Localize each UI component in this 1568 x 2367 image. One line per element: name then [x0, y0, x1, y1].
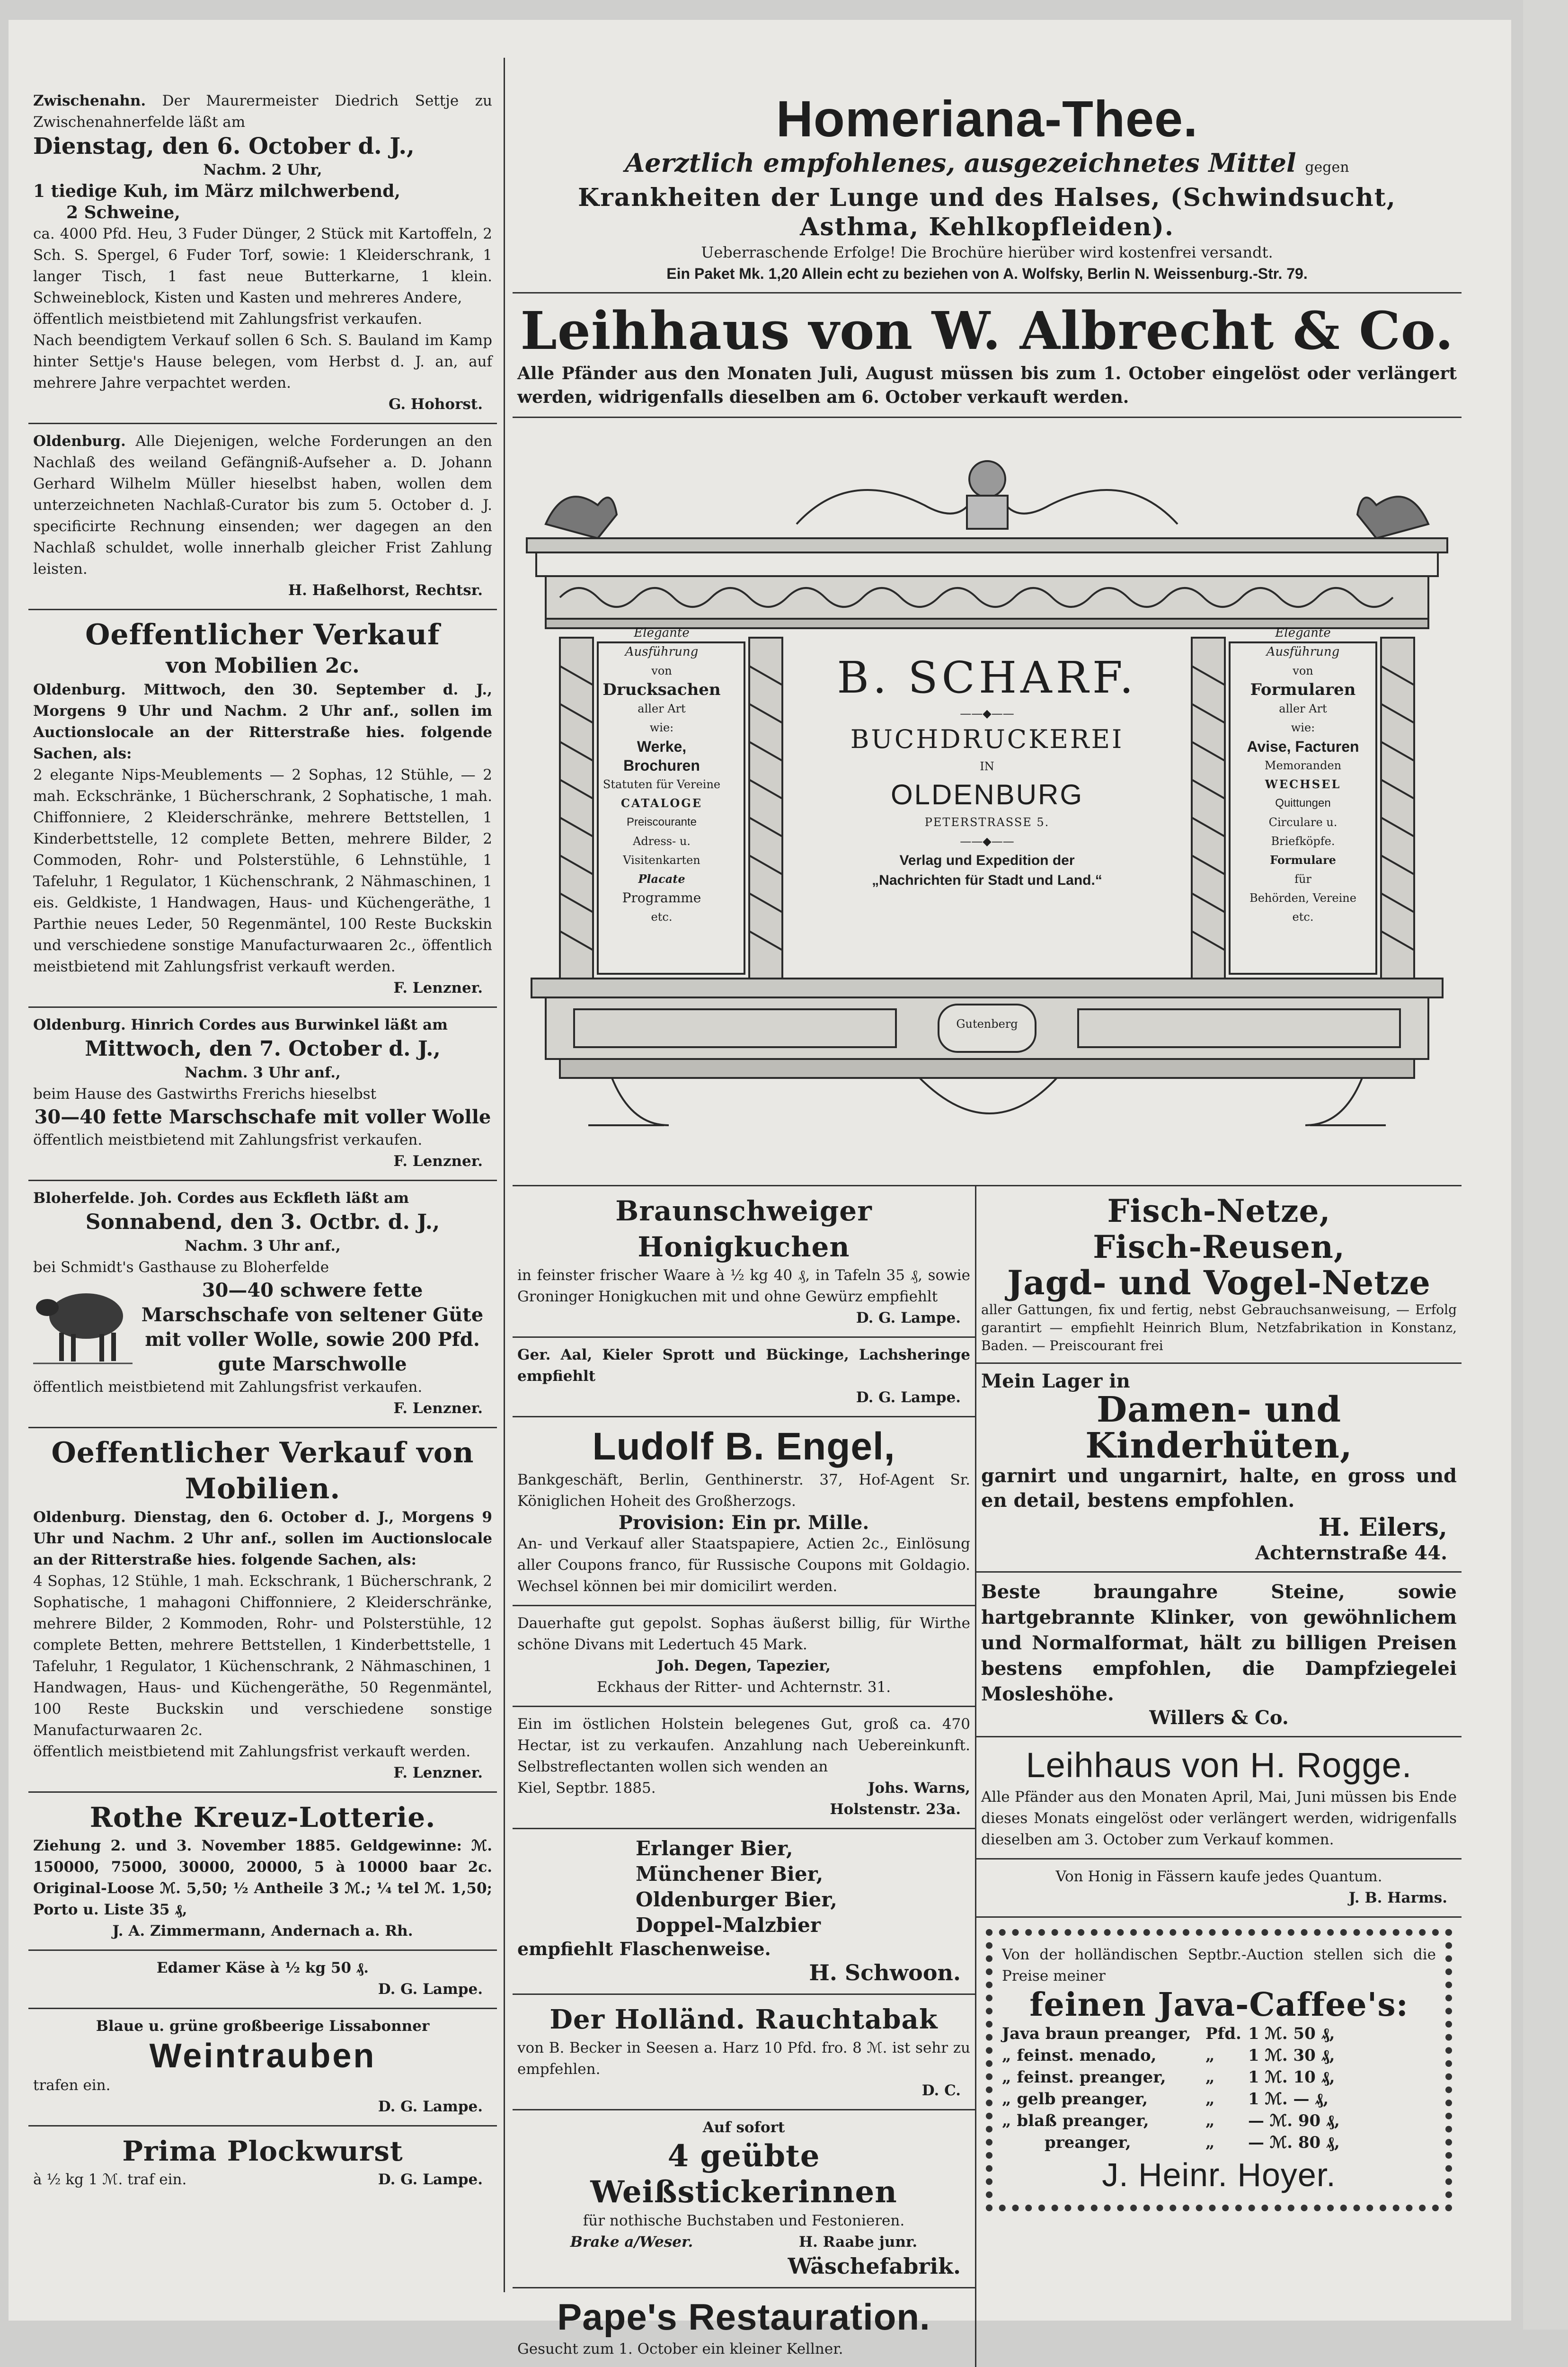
ad-signature: D. C. — [921, 2082, 961, 2099]
printer-name: B. SCHARF. — [837, 652, 1137, 703]
ad-signature: Holstenstr. 23a. — [830, 1801, 961, 1818]
panel-text: aller Art — [1279, 702, 1327, 715]
coffee-price: — ℳ. 80 ₰, — [1248, 2133, 1340, 2152]
ad-cordes-burwinkel — [28, 1008, 497, 1181]
ad-signature: D. G. Lampe. — [378, 2098, 483, 2115]
price-row — [1002, 2132, 1436, 2153]
ad-subtitle: von Mobilien 2c. — [166, 654, 360, 678]
column-rule — [504, 58, 505, 2292]
panel-text: Elegante Ausführung — [1266, 626, 1340, 659]
ad-lead: Zwischenahn. — [33, 92, 146, 109]
coffee-price: 1 ℳ. 10 ₰, — [1248, 2068, 1335, 2087]
ad-body: Von Honig in Fässern kaufe jedes Quantum. — [1055, 1868, 1382, 1885]
panel-text: Adress- u. Visitenkarten — [623, 835, 700, 867]
coffee-unit: „ — [1205, 2090, 1215, 2109]
ad-subtitle: Krankheiten der Lunge und des Halses, (Schwindsucht, Asthma, Kehlkopfleiden). — [578, 183, 1396, 241]
beer-item: Münchener Bier, — [636, 1862, 824, 1886]
panel-text: Formulare — [1270, 853, 1336, 867]
price-row — [1002, 2045, 1436, 2066]
ad-text: Ein Paket Mk. 1,20 Allein echt zu beziehen von A. Wolfsky, Berlin N. Weissenburg.-Str. 79. — [666, 265, 1308, 282]
ad-netze — [976, 1186, 1462, 1364]
chain-border — [986, 1929, 1452, 2211]
ad-text: à ½ kg 1 ℳ. traf ein. — [33, 2171, 187, 2188]
ad-steine — [976, 1573, 1462, 1737]
ad-caffee — [976, 1918, 1462, 2223]
ad-signature: H. Eilers, — [1318, 1513, 1447, 1542]
ad-signature: Willers & Co. — [1149, 1707, 1289, 1729]
ad-signature: Achternstraße 44. — [1255, 1542, 1447, 1564]
ad-title: Weintrauben — [149, 2037, 376, 2075]
ad-title: Homeriana-Thee. — [776, 90, 1198, 147]
ad-signature: D. G. Lampe. — [856, 1309, 961, 1326]
ad-body: öffentlich meistbietend mit Zahlungsfrist verkauft werden. — [33, 1743, 471, 1760]
ad-body: 4 Sophas, 12 Stühle, 1 mah. Eckschrank, 1 Bücherschrank, 2 Sophatische, 1 mahagoni Chiffonniere, 2 Kleiderschränke, mehrere Bilder, 2 Kommoden, Rohr- und Polsterstühle, 12 complete Betten, mehrere Bettstellen, 1 Kinderbettstelle, 1 Tafeluhr, 1 Regulator, 1 Küchenschrank, 2 Nähmaschinen, 1 Handwagen, Haus- und Küchengeräthe, 50 Regenmäntel, 100 Reste Buckskin und verschiedene sonstige Manufacturwaaren 2c. — [33, 1573, 492, 1739]
ad-body: von B. Becker in Seesen a. Harz 10 Pfd. fro. 8 ℳ. ist sehr zu empfehlen. — [517, 2039, 970, 2078]
coffee-name: „ gelb preanger, — [1002, 2090, 1148, 2109]
ad-honig — [976, 1860, 1462, 1918]
ad-signature: H. Schwoon. — [809, 1960, 961, 1985]
ad-highlight: 30—40 fette Marschschafe mit voller Wolle — [34, 1106, 491, 1128]
ad-title: Ludolf B. Engel, — [592, 1425, 895, 1468]
ad-signature: Eckhaus der Ritter- und Achternstr. 31. — [596, 1679, 891, 1696]
price-row — [1002, 2088, 1436, 2110]
ad-text: Mein Lager in — [981, 1370, 1130, 1392]
coffee-name: „ feinst. menado, — [1002, 2046, 1157, 2065]
panel-text: für — [1294, 872, 1311, 886]
price-row — [1002, 2066, 1436, 2088]
ad-body: ca. 4000 Pfd. Heu, 3 Fuder Dünger, 2 Stück mit Kartoffeln, 2 Sch. S. Spergel, 6 Fuder Torf, sowie: 1 Kleiderschrank, 1 langer Tisch, 1 fast neue Butterkarne, 1 klein. Schweineblock, Kisten und Kasten und mehreres Andere, — [33, 225, 492, 306]
panel-text: Elegante Ausführung — [625, 626, 699, 659]
ad-body: Alle Diejenigen, welche Forderungen an den Nachlaß des weiland Gefängniß-Aufseher a. D. Johann Gerhard Wilhelm Müller hieselbst haben, wollen dem unterzeichneten Nachlaß-Curator bis zum 5. October d. J. specificirte Rechnung einsenden; wer dagegen an den Nachlaß schuldet, wolle innerhalb gleicher Frist Zahlung leisten. — [33, 433, 492, 578]
ad-title: 4 geübte Weißstickerinnen — [590, 2138, 897, 2210]
ad-lead: Oldenburg. — [33, 433, 126, 450]
ad-intro: Oldenburg. Dienstag, den 6. October d. J., Morgens 9 Uhr und Nachm. 2 Uhr anf., sollen im Auctionslocale an der Ritterstraße hies. folgende Sachen, als: — [33, 1509, 492, 1568]
auction-date: Dienstag, den 6. October d. J., — [33, 133, 415, 160]
ad-body: für nothische Buchstaben und Festonieren. — [583, 2212, 905, 2229]
ad-signature: G. Hohorst. — [388, 396, 483, 413]
panel-text: Drucksachen — [602, 680, 721, 699]
ad-signature: Joh. Degen, Tapezier, — [656, 1657, 831, 1674]
beer-item: Erlanger Bier, — [636, 1837, 793, 1860]
coffee-name: „ feinst. preanger, — [1002, 2068, 1166, 2087]
coffee-price: 1 ℳ. — ₰, — [1248, 2090, 1329, 2109]
coffee-unit: „ — [1205, 2111, 1215, 2130]
coffee-name: preanger, — [1045, 2133, 1131, 2152]
panel-text: Behörden, Vereine — [1249, 891, 1356, 905]
ad-honigkuchen — [513, 1186, 975, 1338]
panel-text: Werke, Brochuren — [623, 738, 700, 774]
ad-signature: Wäschefabrik. — [788, 2253, 961, 2279]
ad-text: trafen ein. — [33, 2077, 111, 2094]
ad-tabak — [513, 1995, 975, 2110]
panel-text: von — [651, 664, 672, 677]
ad-signature: Johs. Warns, — [868, 1780, 970, 1797]
ad-text: empfiehlt Flaschenweise. — [517, 1938, 771, 1959]
panel-text: Statuten für Vereine — [602, 778, 721, 791]
ad-title: Oeffentlicher Verkauf von Mobilien. — [51, 1436, 474, 1505]
ad-verkauf-mobilien-1 — [28, 610, 497, 1008]
coffee-unit: „ — [1205, 2046, 1215, 2065]
ad-text: Auf sofort — [702, 2119, 785, 2136]
right-column — [513, 84, 1462, 2367]
ad-pape — [513, 2288, 975, 2367]
ad-body: Ein im östlichen Holstein belegenes Gut, groß ca. 470 Hectar, ist zu verkaufen. Anzahlung nach Uebereinkunft. Selbstreflectanten wollen sich wenden an — [517, 1716, 970, 1775]
coffee-price: — ℳ. 90 ₰, — [1248, 2111, 1340, 2130]
ad-signature: D. G. Lampe. — [378, 1981, 483, 1998]
panel-text: Memoranden — [1264, 759, 1342, 772]
ad-body: Ziehung 2. und 3. November 1885. Geldgewinne: ℳ. 150000, 75000, 30000, 20000, 5 à 10000 baar 2c. Original-Loose ℳ. 5,50; ½ Antheile 3 ℳ.; ¼ tel ℳ. 1,50; Porto u. Liste 35 ₰, — [33, 1837, 492, 1918]
ad-body: An- und Verkauf aller Staatspapiere, Actien 2c., Einlösung aller Coupons franco, für Russische Coupons mit Goldagio. Wechsel können bei mir domicilirt werden. — [517, 1535, 970, 1595]
ad-aal — [513, 1338, 975, 1417]
coffee-unit: „ — [1205, 2133, 1215, 2152]
ad-item: 2 Schweine, — [66, 203, 180, 222]
ad-signature: H. Raabe junr. — [798, 2234, 918, 2251]
ad-title: Damen- und Kinderhüten, — [1085, 1389, 1353, 1466]
ad-signature: F. Lenzner. — [393, 1764, 483, 1781]
ad-printer-scharf — [513, 418, 1462, 1186]
coffee-name: Java braun preanger, — [1002, 2024, 1191, 2043]
ad-signature: F. Lenzner. — [393, 1400, 483, 1417]
price-row — [1002, 2023, 1436, 2045]
auction-date: Mittwoch, den 7. October d. J., — [85, 1037, 441, 1061]
coffee-name: „ blaß preanger, — [1002, 2111, 1149, 2130]
ad-signature: F. Lenzner. — [393, 1153, 483, 1170]
panel-text: Preiscourante — [626, 816, 697, 828]
ad-plockwurst — [28, 2127, 497, 2198]
ad-lead: Bloherfelde. Joh. Cordes aus Eckfleth läßt am — [33, 1190, 409, 1207]
subcolumn-a — [513, 1186, 976, 2367]
panel-text: etc. — [651, 910, 673, 924]
ad-leihhaus-albrecht — [513, 294, 1462, 418]
ad-stickerinnen — [513, 2110, 975, 2288]
ad-text: Ueberraschende Erfolge! Die Brochüre hierüber wird kostenfrei versandt. — [701, 243, 1273, 261]
panel-text: Placate — [638, 872, 685, 886]
gutenberg-medallion: Gutenberg — [956, 1017, 1018, 1031]
panel-text: Formularen — [1250, 680, 1356, 699]
ad-text: Blaue u. grüne großbeerige Lissabonner — [96, 2018, 430, 2035]
ad-body: 2 elegante Nips-Meublements — 2 Sophas, 12 Stühle, — 2 mah. Eckschränke, 1 Bücherschrank, 2 Sophatische, 1 mah. Chiffonniere, 2 Kleiderschränke, mehrere Bettstellen, 1 Kinderbettstelle, 12 complete Betten, mehrere Bilder, 2 Commoden, Rohr- und Polsterstühle, 6 Lehnstühle, 1 Tafeluhr, 1 Regulator, 1 Küchenschrank, 2 Nähmaschinen, 1 eis. Geldkiste, 1 Handwagen, Haus- und Küchengeräthe, 1 Parthie neues Leder, 50 Regenmäntel, 100 Reste Buckskin und verschiedene sonstige Manufacturwaaren 2c., öffentlich meistbietend mit Zahlungsfrist verkauft werden. — [33, 766, 492, 975]
ad-title: Der Holländ. Rauchtabak — [549, 2004, 938, 2035]
ad-body: Gesucht zum 1. October ein kleiner Kellner. — [517, 2340, 843, 2358]
printer-street: PETERSTRASSE 5. — [924, 816, 1050, 829]
panel-text: Circulare u. Briefköpfe. — [1268, 816, 1338, 848]
coffee-unit: Pfd. — [1205, 2024, 1241, 2043]
ad-title: feinen Java-Caffee's: — [1029, 1986, 1409, 2024]
panel-text: Avise, Facturen — [1247, 738, 1359, 755]
ad-bier — [513, 1829, 975, 1995]
ad-place: Kiel, Septbr. 1885. — [517, 1780, 656, 1797]
ad-title: Oeffentlicher Verkauf — [85, 618, 440, 651]
panel-text: Programme — [622, 890, 701, 906]
page-edge — [1523, 0, 1568, 2330]
ad-item: 1 tiedige Kuh, im März milchwerbend, — [33, 181, 400, 201]
ad-lotterie — [28, 1793, 497, 1951]
ad-signature: F. Lenzner. — [393, 979, 483, 997]
ad-intro: Oldenburg. Mittwoch, den 30. September d. J., Morgens 9 Uhr und Nachm. 2 Uhr anf., sollen im Auctionslocale an der Ritterstraße hies. folgende Sachen, als: — [33, 681, 492, 762]
printer-in: IN — [980, 760, 994, 773]
ad-highlight: Provision: Ein pr. Mille. — [618, 1512, 869, 1534]
auction-time: Nachm. 3 Uhr anf., — [185, 1064, 341, 1081]
ad-signature: D. G. Lampe. — [856, 1389, 961, 1406]
price-row — [1002, 2110, 1436, 2132]
ad-body: Beste braungahre Steine, sowie hartgebrannte Klinker, von gewöhnlichem und Normalformat, hält zu billigen Preisen bestens empfohlen, die Dampfziegelei Mosleshöhe. — [981, 1581, 1457, 1705]
ad-text: öffentlich meistbietend mit Zahlungsfrist verkaufen. — [33, 1379, 423, 1396]
ad-title: Prima Plockwurst — [122, 2135, 403, 2167]
ad-sophas — [513, 1606, 975, 1707]
ad-title: Braunschweiger Honigkuchen — [615, 1195, 872, 1263]
ad-engel — [513, 1417, 975, 1606]
panel-text: wie: — [649, 721, 674, 734]
ad-title: Fisch-Reusen, — [1093, 1228, 1345, 1265]
panel-text: WECHSEL — [1265, 777, 1341, 791]
beer-item: Doppel-Malzbier — [636, 1913, 821, 1937]
auction-time: Nachm. 2 Uhr, — [203, 161, 322, 178]
ad-body: aller Gattungen, fix und fertig, nebst Gebrauchsanweisung, — Erfolg garantirt — empfiehlt Heinrich Blum, Netzfabrikation in Konstanz, Baden. — Preiscourant frei — [981, 1302, 1457, 1353]
printer-left-panel — [602, 623, 721, 926]
printer-verlag: Verlag und Expedition der „Nachrichten für Stadt und Land.“ — [872, 853, 1102, 888]
ad-text: beim Hause des Gastwirths Frerichs hieselbst — [33, 1086, 377, 1103]
ad-signature: H. Haßelhorst, Rechtsr. — [288, 582, 483, 599]
ad-body: Alle Pfänder aus den Monaten April, Mai, Juni müssen bis Ende dieses Monats eingelöst oder verlängert werden, widrigenfalls dieselben am 3. October zum Verkauf kommen. — [981, 1789, 1457, 1848]
ad-weintrauben — [28, 2009, 497, 2127]
ad-gut — [513, 1707, 975, 1829]
printer-center-panel: B. SCHARF. ——◆—— BUCHDRUCKEREI IN OLDENBURG PETERSTRASSE 5. ——◆—— Verlag und Expedition der „Nachrichten für Stadt und Land.“ — [787, 642, 1187, 969]
subcolumn-b — [976, 1186, 1462, 2367]
ad-body: Alle Pfänder aus den Monaten Juli, August müssen bis zum 1. October eingelöst oder verlängert werden, widrigenfalls dieselben am 6. October verkauft werden. — [517, 364, 1457, 407]
ad-title: Fisch-Netze, — [1107, 1192, 1331, 1229]
coffee-price: 1 ℳ. 50 ₰, — [1248, 2024, 1335, 2043]
ad-hute — [976, 1364, 1462, 1573]
ad-text: öffentlich meistbietend mit Zahlungsfrist verkaufen. — [33, 1131, 423, 1148]
ad-body: Von der holländischen Septbr.-Auction stellen sich die Preise meiner — [1002, 1946, 1436, 1984]
panel-text: von — [1293, 664, 1313, 677]
ad-text: gegen — [1305, 159, 1349, 176]
ad-signature: J. B. Harms. — [1348, 1889, 1447, 1906]
printer-trade: BUCHDRUCKEREI — [850, 724, 1124, 754]
ad-body: Bankgeschäft, Berlin, Genthinerstr. 37, Hof-Agent Sr. Königlichen Hoheit des Großherzogs. — [517, 1471, 970, 1510]
auction-date: Sonnabend, den 3. Octbr. d. J., — [85, 1210, 440, 1234]
ad-bloherfelde — [28, 1181, 497, 1428]
panel-text: aller Art — [638, 702, 686, 715]
panel-text: wie: — [1291, 721, 1315, 734]
panel-text: Quittungen — [1275, 797, 1331, 810]
ad-text: Der Maurermeister Diedrich Settje zu Zwischenahnerfelde läßt am — [33, 92, 492, 131]
ad-subtitle: Aerztlich empfohlenes, ausgezeichnetes Mittel — [625, 148, 1296, 178]
auction-time: Nachm. 3 Uhr anf., — [185, 1237, 341, 1255]
ad-text: bei Schmidt's Gasthause zu Bloherfelde — [33, 1259, 329, 1276]
ad-signature: D. G. Lampe. — [378, 2171, 483, 2188]
ad-highlight: 30—40 schwere fette Marschschafe von seltener Güte mit voller Wolle, sowie 200 Pfd. gute Marschwolle — [141, 1279, 484, 1375]
ad-lead: Oldenburg. Hinrich Cordes aus Burwinkel läßt am — [33, 1016, 448, 1033]
sheep-icon — [33, 1278, 133, 1368]
ad-body: Dauerhafte gut gepolst. Sophas äußerst billig, für Wirthe schöne Divans mit Ledertuch 45 Mark. — [517, 1615, 970, 1653]
coffee-price: 1 ℳ. 30 ₰, — [1248, 2046, 1335, 2065]
ad-verkauf-mobilien-2 — [28, 1428, 497, 1793]
ad-oldenburg-nachlass — [28, 424, 497, 610]
ad-homeriana — [513, 84, 1462, 294]
ad-body: Ger. Aal, Kieler Sprott und Bückinge, Lachsheringe empfiehlt — [517, 1346, 970, 1385]
ad-signature: J. A. Zimmermann, Andernach a. Rh. — [112, 1922, 413, 1940]
ad-title: Jagd- und Vogel-Netze — [1007, 1263, 1431, 1302]
beer-item: Oldenburger Bier, — [636, 1888, 837, 1911]
ad-signature: J. Heinr. Hoyer. — [1102, 2156, 1336, 2193]
ad-body: garnirt und ungarnirt, halte, en gross und en detail, bestens empfohlen. — [981, 1465, 1457, 1512]
ad-title: Leihhaus von W. Albrecht & Co. — [520, 300, 1454, 361]
ad-body: in feinster frischer Waare à ½ kg 40 ₰, in Tafeln 35 ₰, sowie Groninger Honigkuchen mit und ohne Gewürz empfiehlt — [517, 1267, 970, 1305]
ad-body: Edamer Käse à ½ kg 50 ₰. — [156, 1959, 369, 1976]
ad-title: Pape's Restauration. — [557, 2296, 930, 2338]
ad-place: Brake a/Weser. — [570, 2234, 693, 2251]
lower-right-section — [513, 1186, 1462, 2367]
price-list — [1002, 2023, 1436, 2153]
ad-edamer — [28, 1951, 497, 2009]
ad-leihhaus-rogge — [976, 1737, 1462, 1860]
left-column — [28, 84, 497, 2198]
ad-title: Leihhaus von H. Rogge. — [1026, 1745, 1412, 1785]
ad-body: öffentlich meistbietend mit Zahlungsfrist verkaufen. — [33, 311, 423, 328]
printer-right-panel — [1244, 623, 1362, 926]
ad-title: Rothe Kreuz-Lotterie. — [89, 1801, 436, 1833]
panel-text: CATALOGE — [620, 796, 703, 810]
coffee-unit: „ — [1205, 2068, 1215, 2087]
ad-body: Nach beendigtem Verkauf sollen 6 Sch. S. Bauland im Kamp hinter Settje's Hause belegen, vom Herbst d. J. an, auf mehrere Jahre verpachtet werden. — [33, 332, 492, 392]
printer-city: OLDENBURG — [890, 779, 1084, 810]
newspaper-page — [9, 20, 1511, 2358]
ad-zwischenahn — [28, 84, 497, 424]
panel-text: etc. — [1292, 910, 1314, 924]
